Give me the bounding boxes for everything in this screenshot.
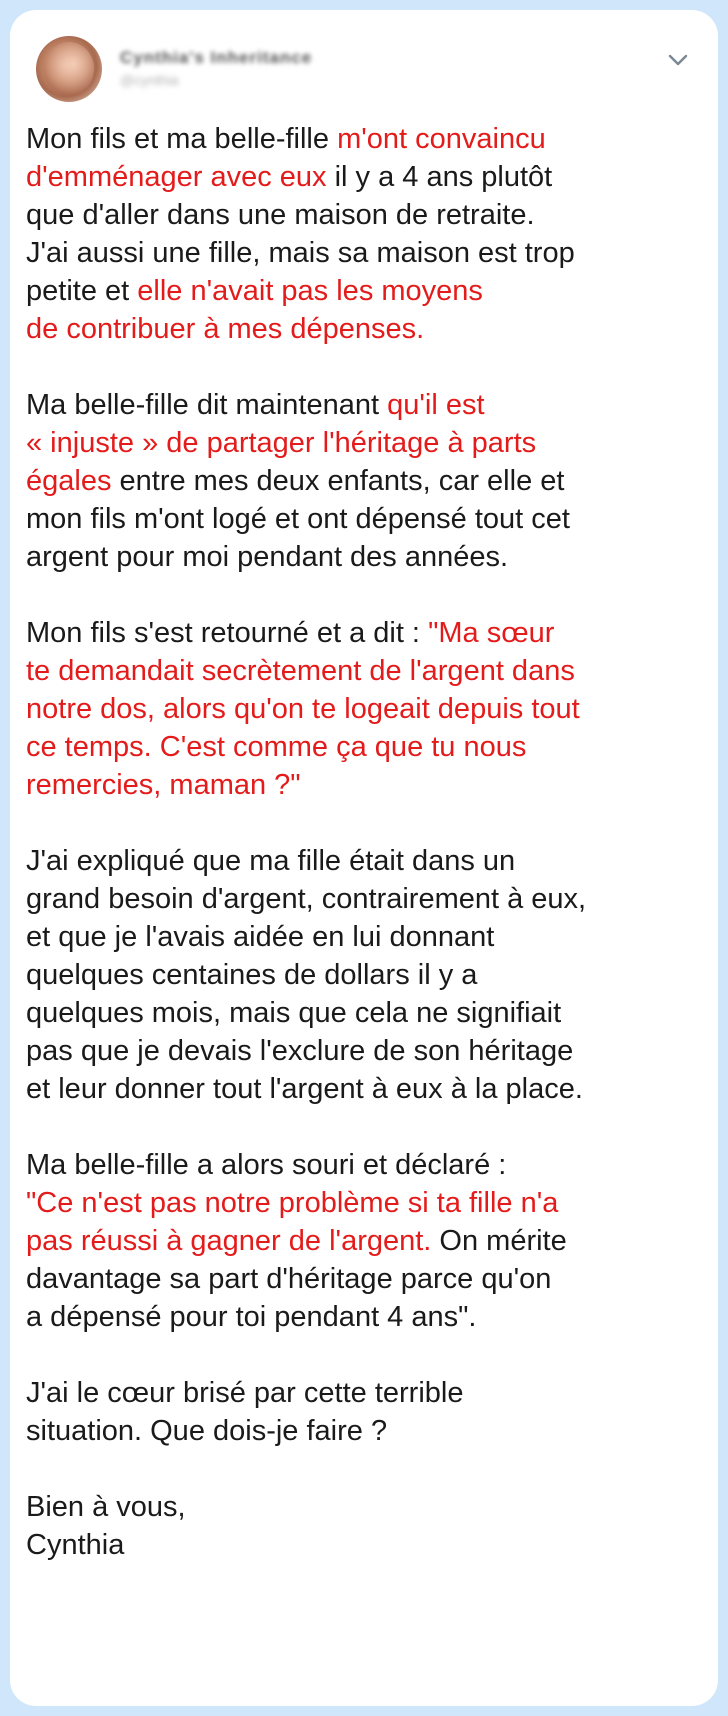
highlighted-text: "Ce n'est pas notre problème si ta fille n'a <box>26 1187 559 1219</box>
tweet-line <box>26 1070 702 1108</box>
tweet-paragraph <box>26 386 702 576</box>
tweet-header <box>28 24 700 100</box>
highlighted-text: elle n'avait pas les moyens <box>137 275 483 307</box>
avatar[interactable] <box>36 36 102 102</box>
tweet-text: mon fils m'ont logé et ont dépensé tout cet <box>26 503 570 535</box>
tweet-text: On mérite <box>431 1225 567 1257</box>
tweet-line <box>26 1412 702 1450</box>
tweet-text: et leur donner tout l'argent à eux à la place. <box>26 1073 583 1105</box>
tweet-line <box>26 880 702 918</box>
tweet-line <box>26 994 702 1032</box>
highlighted-text: d'emménager avec eux <box>26 161 327 193</box>
tweet-text: Bien à vous, <box>26 1491 186 1523</box>
tweet-line <box>26 1488 702 1526</box>
tweet-line <box>26 1032 702 1070</box>
tweet-line <box>26 500 702 538</box>
highlighted-text: pas réussi à gagner de l'argent. <box>26 1225 432 1257</box>
tweet-line <box>26 1374 702 1412</box>
tweet-text: argent pour moi pendant des années. <box>26 541 509 573</box>
highlighted-text: notre dos, alors qu'on te logeait depuis tout <box>26 693 580 725</box>
tweet-line <box>26 272 702 310</box>
highlighted-text: de contribuer à mes dépenses. <box>26 313 425 345</box>
tweet-text: il y a 4 ans plutôt <box>326 161 553 193</box>
tweet-paragraph <box>26 1488 702 1564</box>
tweet-line <box>26 424 702 462</box>
tweet-line <box>26 158 702 196</box>
tweet-paragraph <box>26 120 702 348</box>
tweet-text: pas que je devais l'exclure de son héritage <box>26 1035 574 1067</box>
tweet-line <box>26 842 702 880</box>
tweet-line <box>26 196 702 234</box>
tweet-line <box>26 1260 702 1298</box>
tweet-text: grand besoin d'argent, contrairement à eux, <box>26 883 587 915</box>
tweet-paragraph <box>26 1374 702 1450</box>
tweet-body <box>26 120 702 1564</box>
tweet-line <box>26 766 702 804</box>
tweet-text: que d'aller dans une maison de retraite. <box>26 199 535 231</box>
highlighted-text: "Ma sœur <box>428 617 555 649</box>
highlighted-text: ce temps. C'est comme ça que tu nous <box>26 731 527 763</box>
tweet-text: Mon fils et ma belle-fille <box>26 123 338 155</box>
tweet-line <box>26 120 702 158</box>
tweet-text: Ma belle-fille dit maintenant <box>26 389 388 421</box>
tweet-line <box>26 690 702 728</box>
tweet-text: entre mes deux enfants, car elle et <box>111 465 565 497</box>
highlighted-text: qu'il est <box>387 389 485 421</box>
tweet-paragraph <box>26 1146 702 1336</box>
highlighted-text: remercies, maman ?" <box>26 769 301 801</box>
tweet-text: J'ai aussi une fille, mais sa maison est trop <box>26 237 575 269</box>
highlighted-text: m'ont convaincu <box>337 123 546 155</box>
tweet-text: J'ai le cœur brisé par cette terrible <box>26 1377 464 1409</box>
tweet-paragraph <box>26 614 702 804</box>
tweet-line <box>26 614 702 652</box>
tweet-line <box>26 462 702 500</box>
highlighted-text: égales <box>26 465 112 497</box>
tweet-text: quelques centaines de dollars il y a <box>26 959 478 991</box>
tweet-line <box>26 386 702 424</box>
tweet-text: a dépensé pour toi pendant 4 ans". <box>26 1301 477 1333</box>
tweet-line <box>26 728 702 766</box>
tweet-text: J'ai expliqué que ma fille était dans un <box>26 845 516 877</box>
tweet-line <box>26 1222 702 1260</box>
highlighted-text: te demandait secrètement de l'argent dans <box>26 655 575 687</box>
tweet-line <box>26 234 702 272</box>
author-name[interactable]: Cynthia's Inheritance <box>120 48 313 67</box>
tweet-line <box>26 1146 702 1184</box>
tweet-line <box>26 956 702 994</box>
chevron-down-icon[interactable] <box>664 46 692 74</box>
tweet-paragraph <box>26 842 702 1108</box>
highlighted-text: « injuste » de partager l'héritage à parts <box>26 427 537 459</box>
tweet-line <box>26 1298 702 1336</box>
tweet-text: petite et <box>26 275 138 307</box>
tweet-card <box>10 10 718 1706</box>
tweet-text: davantage sa part d'héritage parce qu'on <box>26 1263 552 1295</box>
tweet-line <box>26 1184 702 1222</box>
author-handle[interactable]: @cynthia <box>120 72 179 88</box>
tweet-text: Mon fils s'est retourné et a dit : <box>26 617 429 649</box>
tweet-text: et que je l'avais aidée en lui donnant <box>26 921 495 953</box>
tweet-text: quelques mois, mais que cela ne signifiait <box>26 997 562 1029</box>
tweet-line <box>26 1526 702 1564</box>
tweet-line <box>26 652 702 690</box>
tweet-line <box>26 538 702 576</box>
tweet-line <box>26 310 702 348</box>
tweet-line <box>26 918 702 956</box>
tweet-text: situation. Que dois-je faire ? <box>26 1415 388 1447</box>
tweet-text: Cynthia <box>26 1529 125 1561</box>
tweet-text: Ma belle-fille a alors souri et déclaré : <box>26 1149 507 1181</box>
